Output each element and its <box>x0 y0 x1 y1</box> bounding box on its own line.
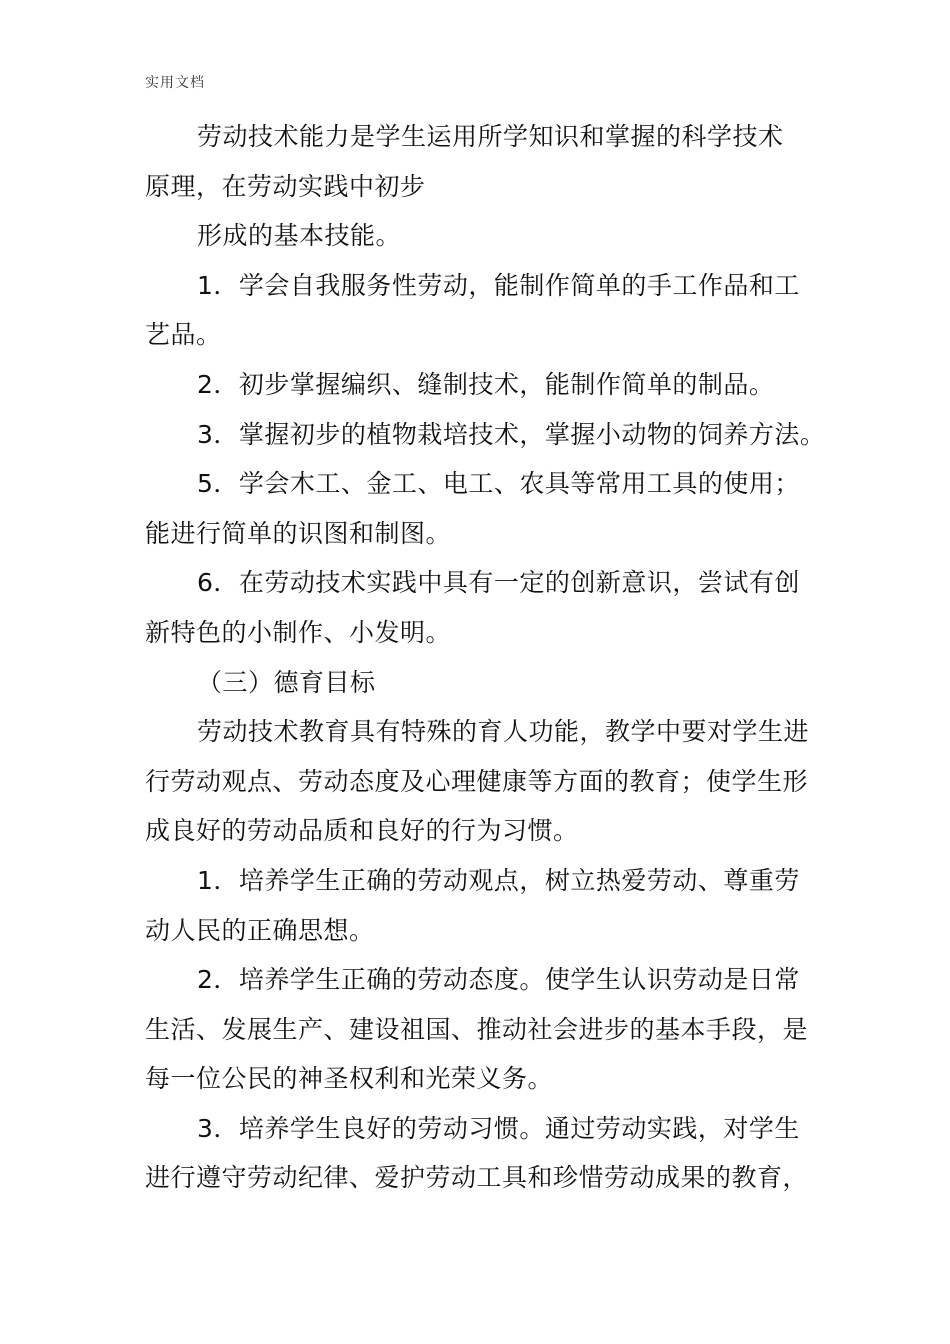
list-item-line: 5．学会木工、金工、电工、农具等常用工具的使用； <box>197 469 800 499</box>
paragraph-line: 成良好的劳动品质和良好的行为习惯。 <box>145 816 579 846</box>
list-item-line: 1．培养学生正确的劳动观点，树立热爱劳动、尊重劳 <box>197 865 800 895</box>
list-item-line: 每一位公民的神圣权利和光荣义务。 <box>145 1064 554 1094</box>
list-item-line: 3．掌握初步的植物栽培技术，掌握小动物的饲养方法。 <box>197 419 826 449</box>
list-item-line: 能进行简单的识图和制图。 <box>145 518 452 548</box>
document-header-label: 实用文档 <box>145 75 205 91</box>
paragraph-line: 形成的基本技能。 <box>197 221 402 251</box>
list-item-line: 动人民的正确思想。 <box>145 915 375 945</box>
document-body <box>145 112 825 1203</box>
list-item-line: 新特色的小制作、小发明。 <box>145 617 452 647</box>
list-item-line: 6．在劳动技术实践中具有一定的创新意识，尝试有创 <box>197 568 800 598</box>
paragraph-line: 劳动技术教育具有特殊的育人功能，教学中要对学生进 <box>197 717 810 747</box>
section-heading: （三）德育目标 <box>197 667 376 697</box>
list-item-line: 生活、发展生产、建设祖国、推动社会进步的基本手段，是 <box>145 1014 809 1044</box>
paragraph-line: 原理，在劳动实践中初步 <box>145 171 426 201</box>
list-item-line: 1．学会自我服务性劳动，能制作简单的手工作品和工 <box>197 270 800 300</box>
paragraph-line: 行劳动观点、劳动态度及心理健康等方面的教育；使学生形 <box>145 766 809 796</box>
list-item-line: 2．初步掌握编织、缝制技术，能制作简单的制品。 <box>197 369 775 399</box>
paragraph-line: 劳动技术能力是学生运用所学知识和掌握的科学技术 <box>197 122 784 151</box>
list-item-line: 2．培养学生正确的劳动态度。使学生认识劳动是日常 <box>197 965 800 995</box>
list-item-line: 进行遵守劳动纪律、爱护劳动工具和珍惜劳动成果的教育， <box>145 1163 809 1193</box>
list-item-line: 艺品。 <box>145 320 222 350</box>
list-item-line: 3．培养学生良好的劳动习惯。通过劳动实践，对学生 <box>197 1113 800 1143</box>
